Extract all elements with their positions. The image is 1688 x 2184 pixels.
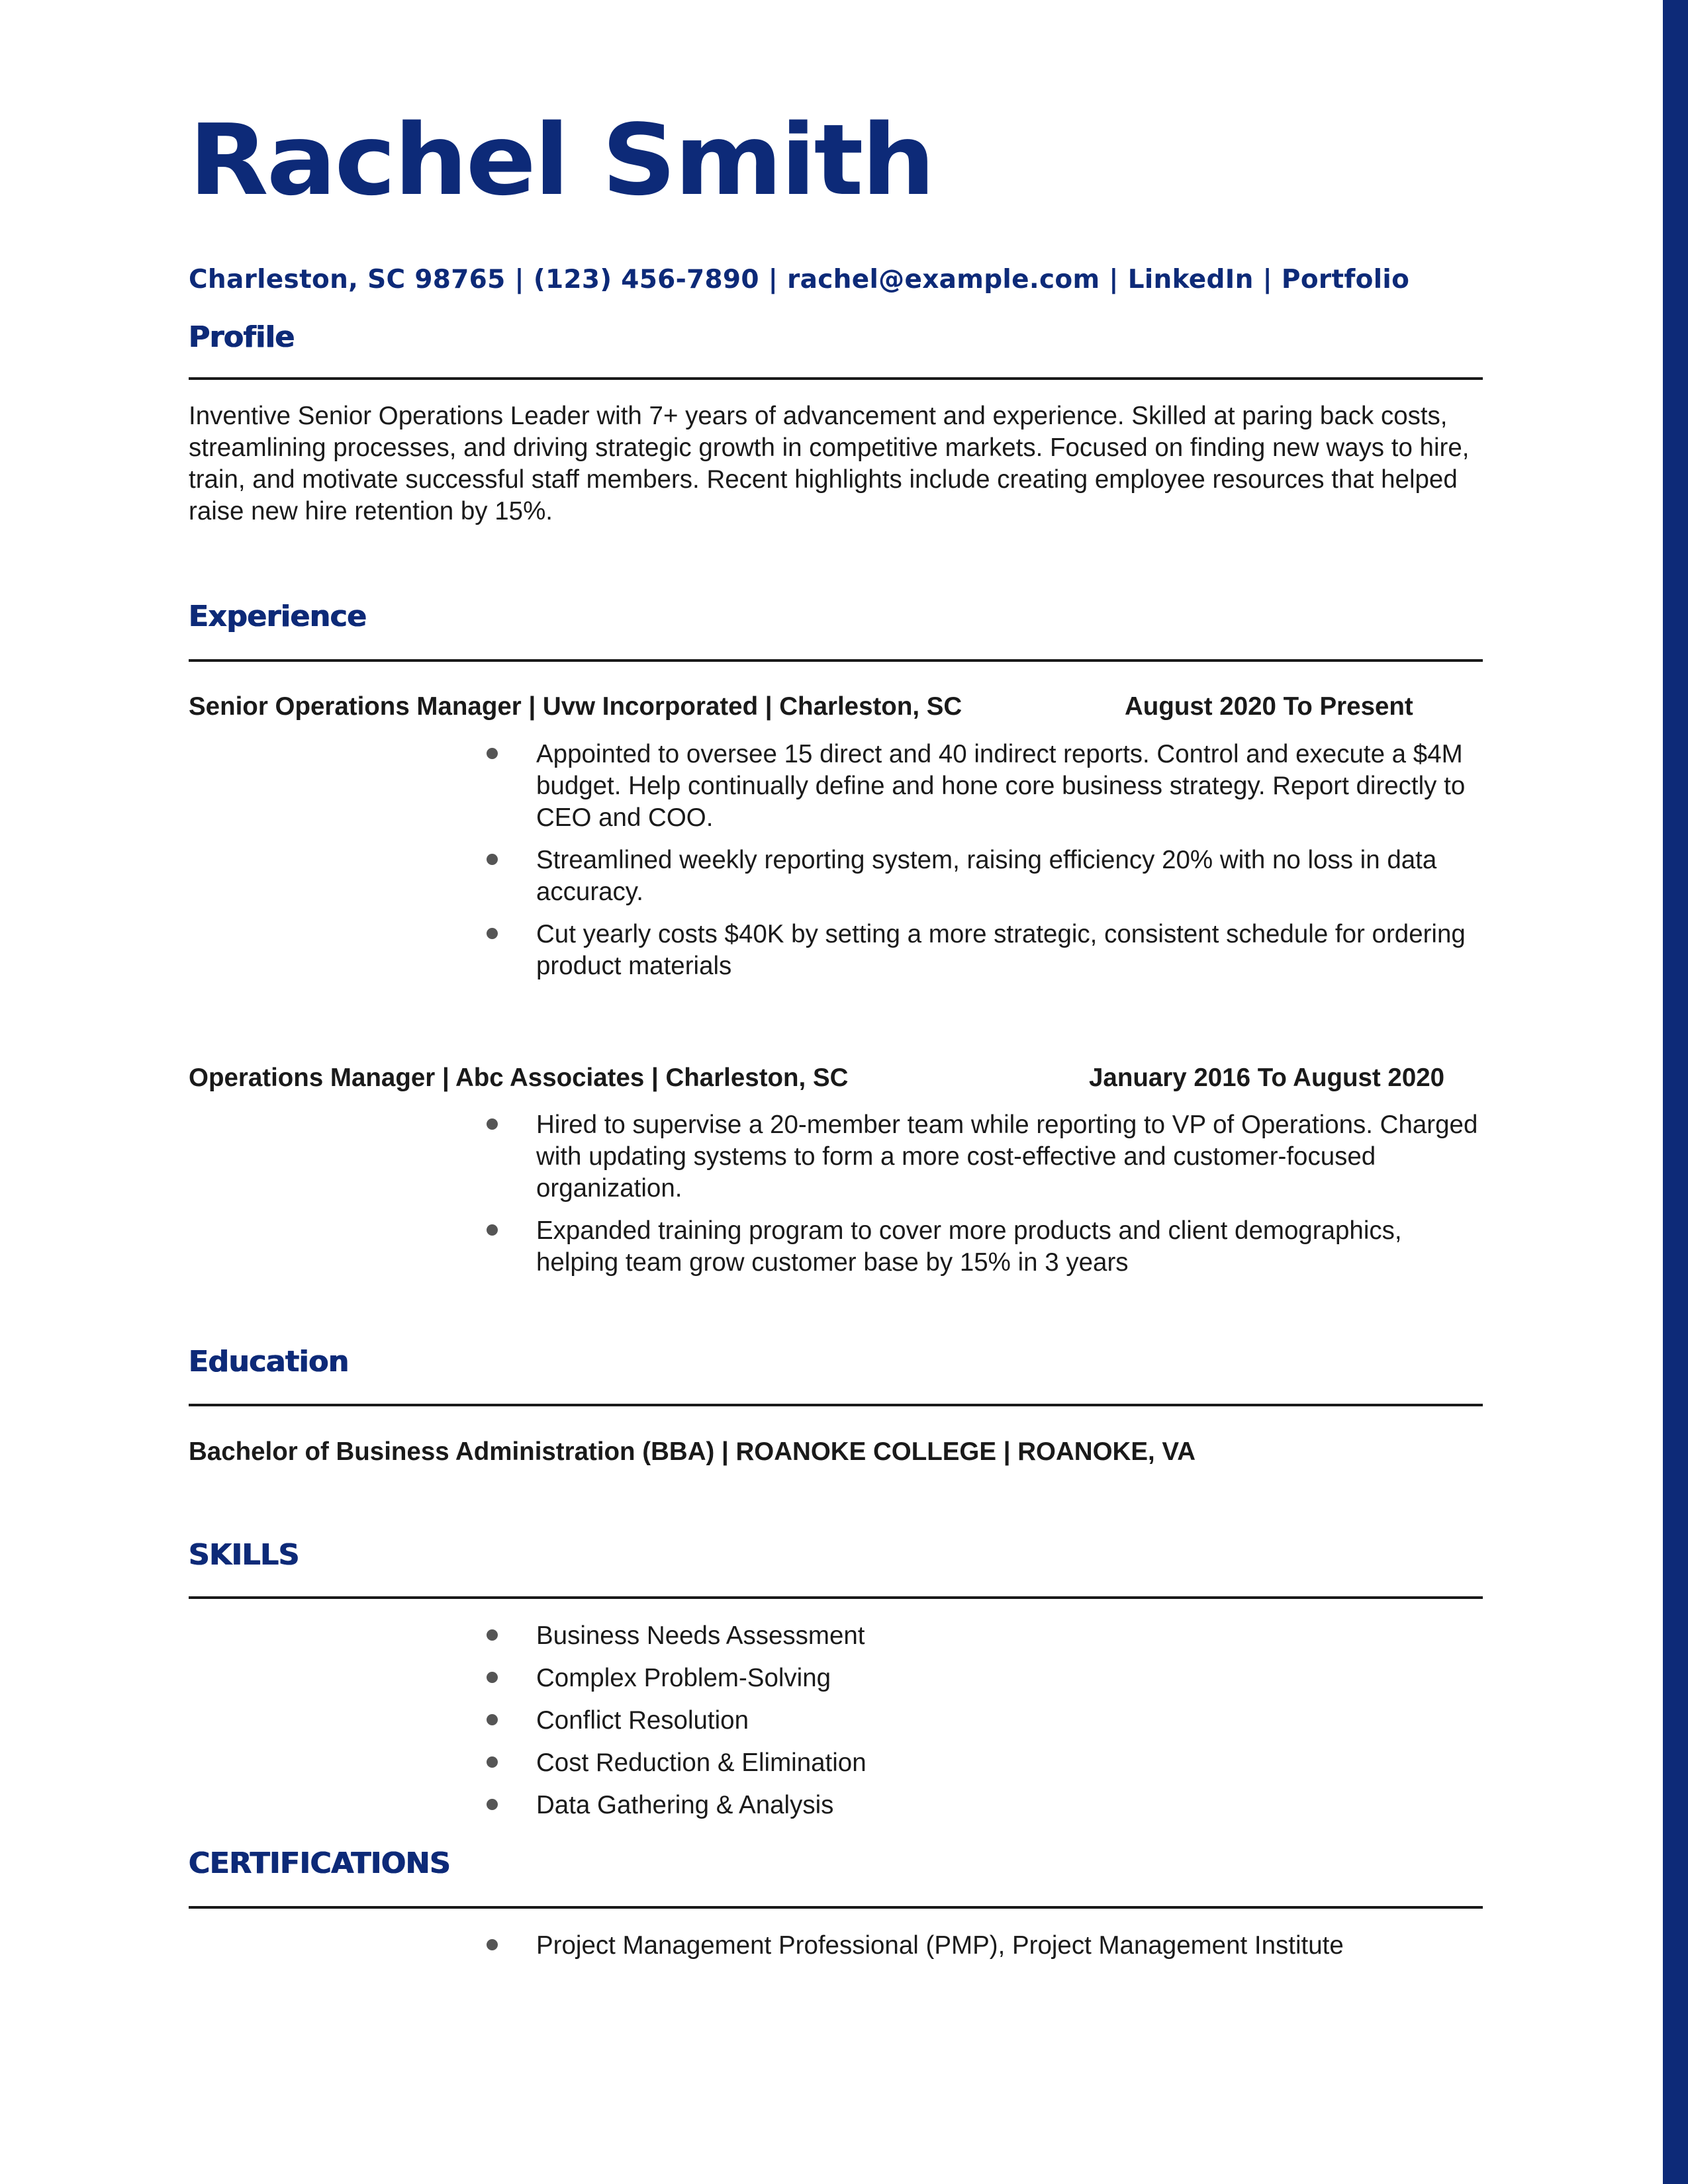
section-divider-certifications [189,1906,1483,1909]
section-divider-experience [189,659,1483,662]
bullet-icon [487,1756,498,1768]
bullet-icon [487,928,498,939]
section-title-profile: Profile [189,320,295,354]
skills-list [487,1620,1479,1821]
bullet-icon [487,1118,498,1130]
list-item: Hired to supervise a 20-member team while reporting to VP of Operations. Charged with updating systems to form a more cost-effective and customer-focused organization. [487,1109,1479,1205]
job-bullets-2 [487,1109,1479,1279]
job-dates-1: August 2020 To Present [1125,692,1413,721]
section-title-experience: Experience [189,600,367,633]
list-item: Complex Problem-Solving [487,1662,1479,1694]
list-item: Business Needs Assessment [487,1620,1479,1652]
section-title-skills: SKILLS [189,1538,299,1572]
bullet-icon [487,854,498,865]
list-item: Cut yearly costs $40K by setting a more strategic, consistent schedule for ordering product materials [487,919,1479,982]
section-divider-skills [189,1596,1483,1599]
bullet-icon [487,1224,498,1236]
profile-summary: Inventive Senior Operations Leader with 7+ years of advancement and experience. Skilled at paring back costs, streamlining processes, and driving strategic growth in competitive markets. Focused on finding new ways to hire, train, and motivate successful staff members. Recent highlights include creating employee resources that helped raise new hire retention by 15%. [189,402,1470,525]
section-title-certifications: CERTIFICATIONS [189,1846,451,1880]
contact-line: Charleston, SC 98765 | (123) 456-7890 | rachel@example.com | LinkedIn | Portfolio [189,265,1410,295]
bullet-icon [487,1629,498,1641]
job-heading-2: Operations Manager | Abc Associates | Charleston, SC [189,1064,849,1092]
candidate-name: Rachel Smith [189,103,933,217]
list-item: Appointed to oversee 15 direct and 40 indirect reports. Control and execute a $4M budget. Help continually define and hone core business strategy. Report directly to CEO and COO. [487,739,1479,834]
job-bullets-1 [487,739,1479,982]
job-dates-2: January 2016 To August 2020 [1089,1064,1445,1092]
list-item: Conflict Resolution [487,1705,1479,1737]
list-item: Expanded training program to cover more products and client demographics, helping team grow customer base by 15% in 3 years [487,1215,1479,1279]
list-item: Project Management Professional (PMP), Project Management Institute [487,1930,1479,1962]
education-degree: Bachelor of Business Administration (BBA) | ROANOKE COLLEGE | ROANOKE, VA [189,1437,1196,1466]
section-divider-profile [189,377,1483,380]
accent-sidebar-bar [1663,0,1688,2184]
bullet-icon [487,1799,498,1810]
certifications-list [487,1930,1479,1962]
list-item: Data Gathering & Analysis [487,1790,1479,1821]
bullet-icon [487,748,498,759]
bullet-icon [487,1672,498,1683]
bullet-icon [487,1714,498,1725]
section-divider-education [189,1404,1483,1406]
section-title-education: Education [189,1345,349,1379]
list-item: Streamlined weekly reporting system, raising efficiency 20% with no loss in data accuracy. [487,844,1479,908]
bullet-icon [487,1939,498,1950]
job-heading-1: Senior Operations Manager | Uvw Incorporated | Charleston, SC [189,692,962,721]
list-item: Cost Reduction & Elimination [487,1747,1479,1779]
